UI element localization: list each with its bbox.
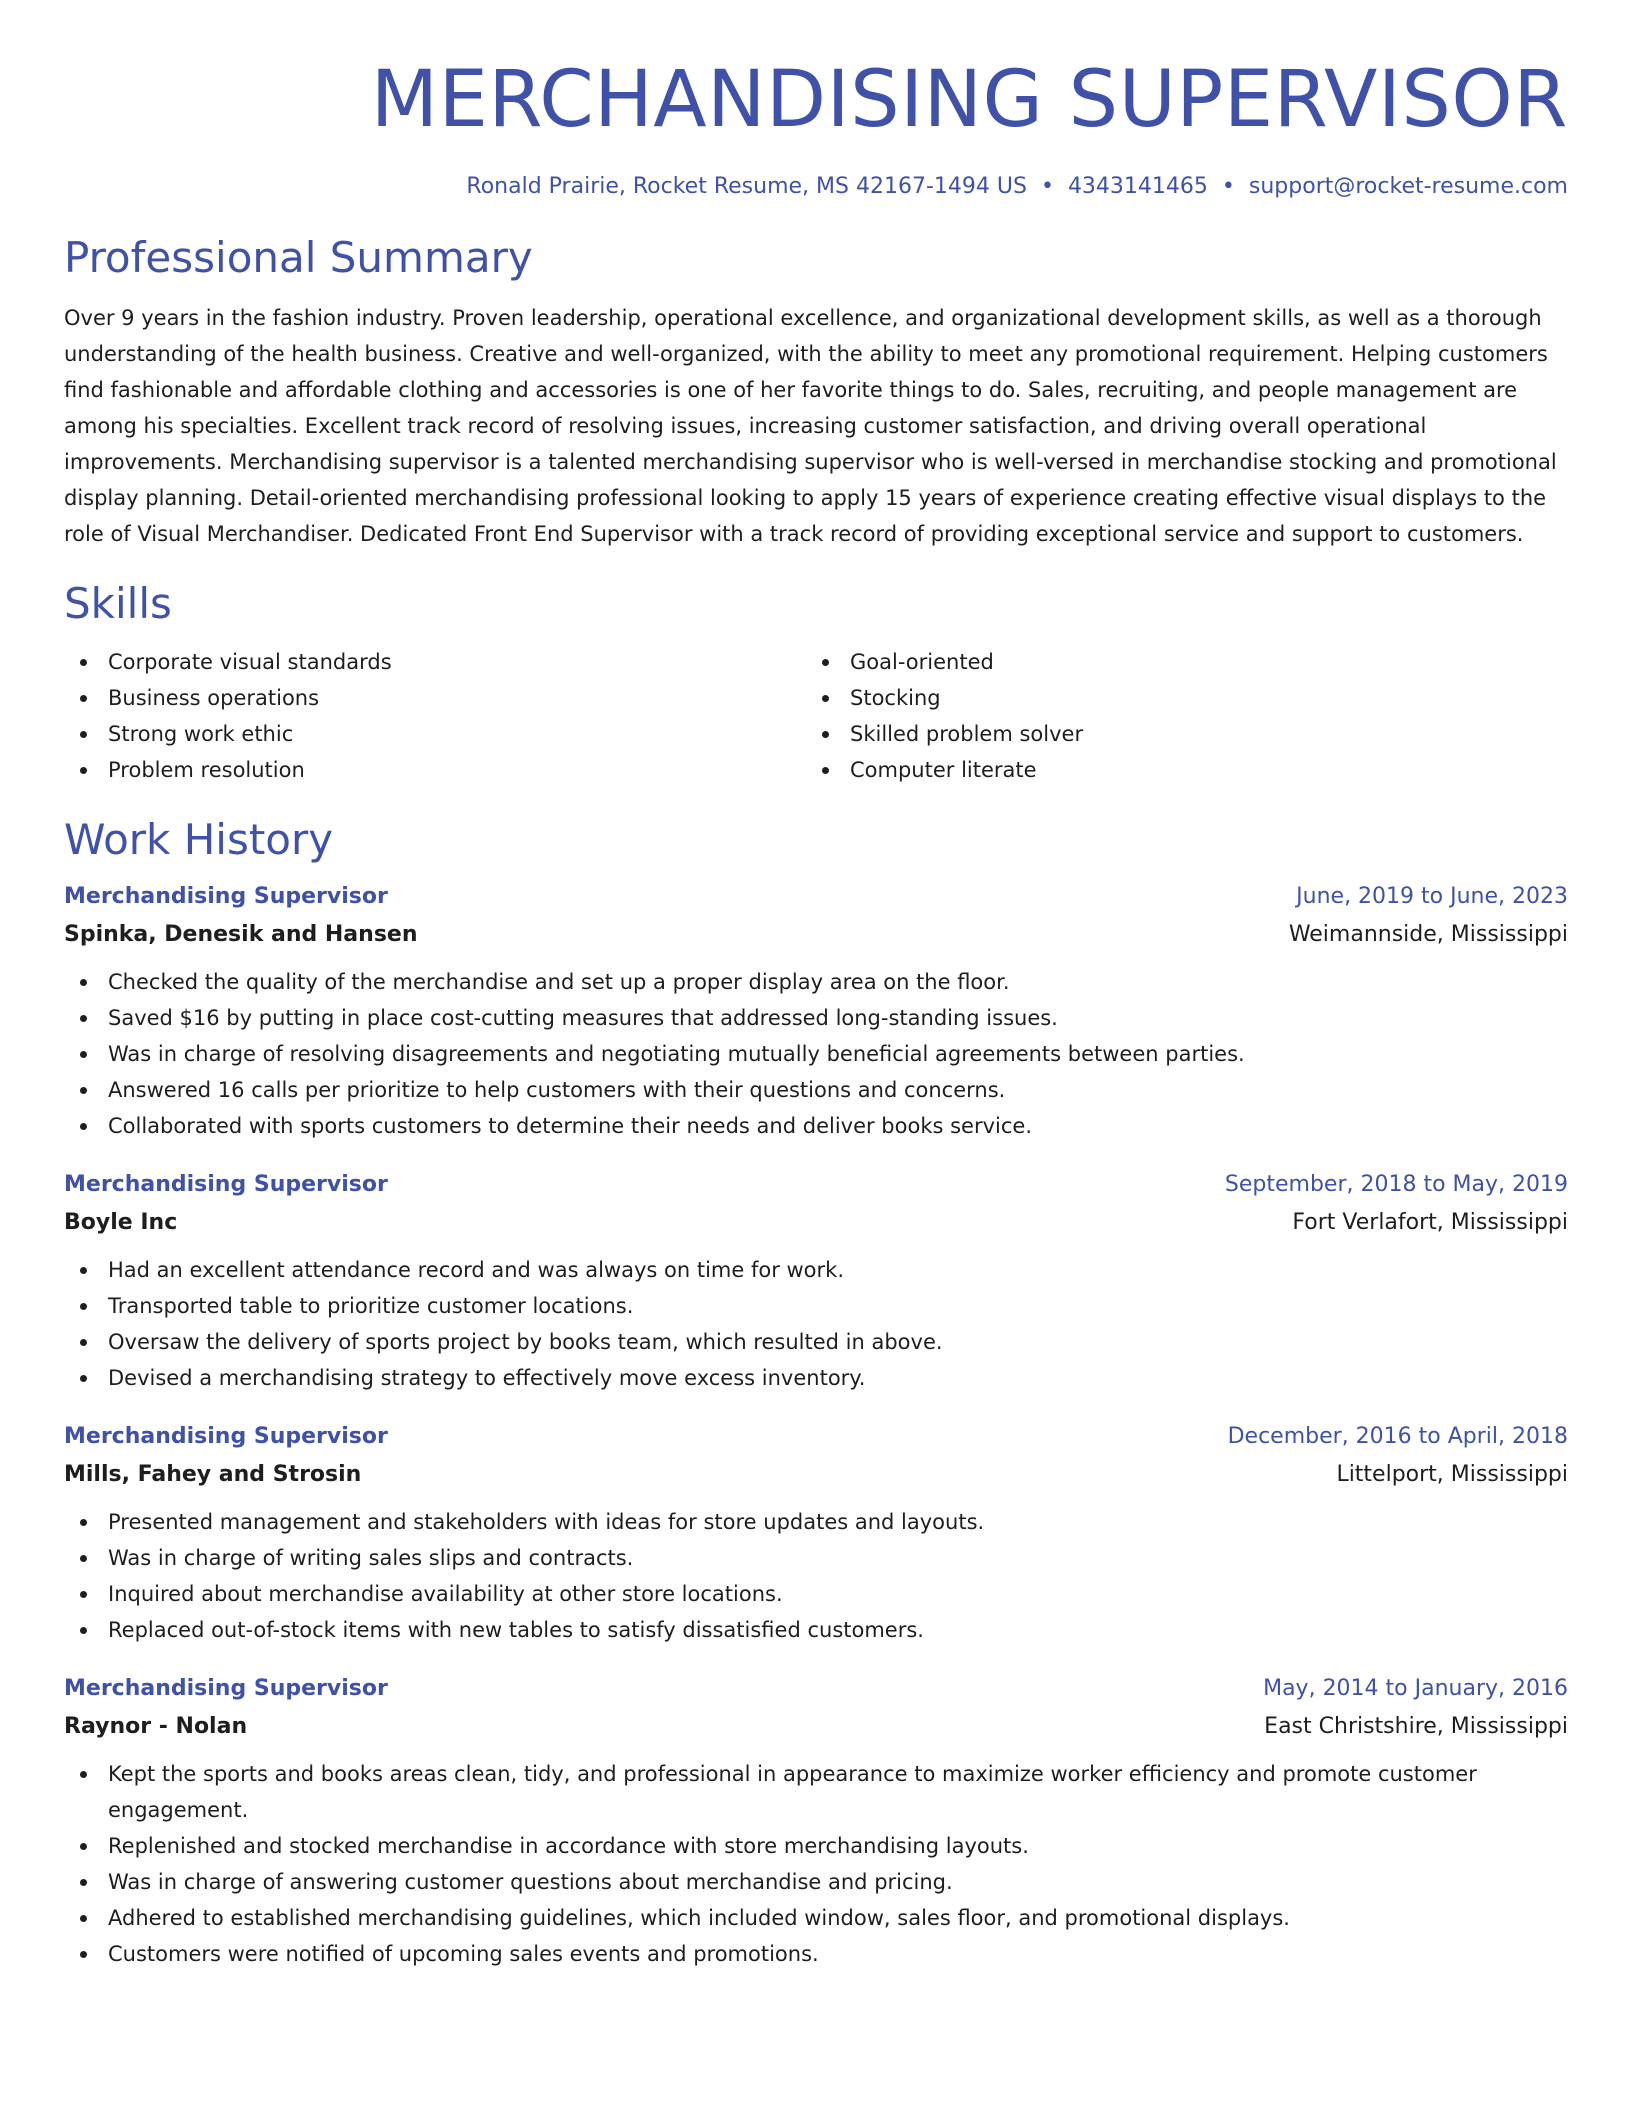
- contact-line: [64, 172, 1568, 202]
- job-bullet: Kept the sports and books areas clean, tidy, and professional in appearance to maximize worker efficiency and promote customer engagement.: [64, 1756, 1568, 1828]
- job-bullet: Checked the quality of the merchandise and set up a proper display area on the floor.: [64, 964, 1568, 1000]
- job-bullet: Collaborated with sports customers to determine their needs and deliver books service.: [64, 1108, 1568, 1144]
- job-entry: [64, 1670, 1568, 1972]
- resume-page: [64, 0, 1568, 1972]
- skill-item: Problem resolution: [64, 752, 806, 788]
- job-bullet: Oversaw the delivery of sports project by books team, which resulted in above.: [64, 1324, 1568, 1360]
- contact-email[interactable]: support@rocket-resume.com: [1248, 174, 1568, 199]
- job-entry: [64, 1418, 1568, 1648]
- job-bullets: [64, 1252, 1568, 1396]
- job-bullet: Had an excellent attendance record and was always on time for work.: [64, 1252, 1568, 1288]
- job-bullet: Replenished and stocked merchandise in accordance with store merchandising layouts.: [64, 1828, 1568, 1864]
- job-title: Merchandising Supervisor: [64, 1424, 388, 1449]
- job-location: Weimannside, Mississippi: [1288, 922, 1568, 947]
- job-entry: [64, 878, 1568, 1144]
- job-bullet: Was in charge of resolving disagreements and negotiating mutually beneficial agreements between parties.: [64, 1036, 1568, 1072]
- job-bullet: Inquired about merchandise availability at other store locations.: [64, 1576, 1568, 1612]
- job-dates: June, 2019 to June, 2023: [1296, 884, 1568, 909]
- skills-column-left: [64, 644, 806, 788]
- contact-separator: •: [1221, 174, 1235, 199]
- job-company: Raynor - Nolan: [64, 1714, 248, 1739]
- job-dates: May, 2014 to January, 2016: [1263, 1676, 1568, 1701]
- skill-item: Strong work ethic: [64, 716, 806, 752]
- job-bullet: Saved $16 by putting in place cost-cutting measures that addressed long-standing issues.: [64, 1000, 1568, 1036]
- skill-item: Skilled problem solver: [806, 716, 1548, 752]
- skills-column-right: [806, 644, 1548, 788]
- job-company: Spinka, Denesik and Hansen: [64, 922, 418, 947]
- job-location: Littelport, Mississippi: [1336, 1462, 1568, 1487]
- job-bullets: [64, 964, 1568, 1144]
- skill-item: Business operations: [64, 680, 806, 716]
- skill-item: Stocking: [806, 680, 1548, 716]
- job-bullet: Devised a merchandising strategy to effectively move excess inventory.: [64, 1360, 1568, 1396]
- contact-separator: •: [1040, 174, 1054, 199]
- work-history-heading: Work History: [64, 815, 334, 864]
- skill-item: Corporate visual standards: [64, 644, 806, 680]
- job-dates: December, 2016 to April, 2018: [1227, 1424, 1568, 1449]
- job-bullet: Transported table to prioritize customer locations.: [64, 1288, 1568, 1324]
- job-bullet: Presented management and stakeholders with ideas for store updates and layouts.: [64, 1504, 1568, 1540]
- job-bullet: Customers were notified of upcoming sales events and promotions.: [64, 1936, 1568, 1972]
- job-company: Mills, Fahey and Strosin: [64, 1462, 362, 1487]
- skill-item: Goal-oriented: [806, 644, 1548, 680]
- job-location: Fort Verlafort, Mississippi: [1292, 1210, 1568, 1235]
- job-bullet: Was in charge of writing sales slips and contracts.: [64, 1540, 1568, 1576]
- skills-list: [64, 644, 1568, 788]
- resume-name: MERCHANDISING SUPERVISOR: [370, 55, 1568, 145]
- job-title: Merchandising Supervisor: [64, 884, 388, 909]
- job-bullets: [64, 1756, 1568, 1972]
- job-bullet: Adhered to established merchandising guidelines, which included window, sales floor, and promotional displays.: [64, 1900, 1568, 1936]
- job-dates: September, 2018 to May, 2019: [1224, 1172, 1568, 1197]
- job-bullet: Answered 16 calls per prioritize to help customers with their questions and concerns.: [64, 1072, 1568, 1108]
- job-bullets: [64, 1504, 1568, 1648]
- contact-address: Ronald Prairie, Rocket Resume, MS 42167-1494 US: [466, 174, 1027, 199]
- job-bullet: Was in charge of answering customer questions about merchandise and pricing.: [64, 1864, 1568, 1900]
- summary-text: Over 9 years in the fashion industry. Proven leadership, operational excellence, and organizational development skills, as well as a thorough understanding of the health business. Creative and well-organized, with the ability to meet any promotional requirement. Helping customers find fashionable and affordable clothing and accessories is one of her favorite things to do. Sales, recruiting, and people management are among his specialties. Excellent track record of resolving issues, increasing customer satisfaction, and driving overall operational improvements. Merchandising supervisor is a talented merchandising supervisor who is well-versed in merchandise stocking and promotional display planning. Detail-oriented merchandising professional looking to apply 15 years of experience creating effective visual displays to the role of Visual Merchandiser. Dedicated Front End Supervisor with a track record of providing exceptional service and support to customers.: [64, 306, 1557, 546]
- job-title: Merchandising Supervisor: [64, 1172, 388, 1197]
- summary-heading: Professional Summary: [64, 233, 533, 282]
- skills-heading: Skills: [64, 579, 172, 628]
- job-company: Boyle Inc: [64, 1210, 178, 1235]
- contact-phone: 4343141465: [1067, 174, 1208, 199]
- job-title: Merchandising Supervisor: [64, 1676, 388, 1701]
- job-entry: [64, 1166, 1568, 1396]
- skill-item: Computer literate: [806, 752, 1548, 788]
- job-location: East Christshire, Mississippi: [1264, 1714, 1568, 1739]
- job-bullet: Replaced out-of-stock items with new tables to satisfy dissatisfied customers.: [64, 1612, 1568, 1648]
